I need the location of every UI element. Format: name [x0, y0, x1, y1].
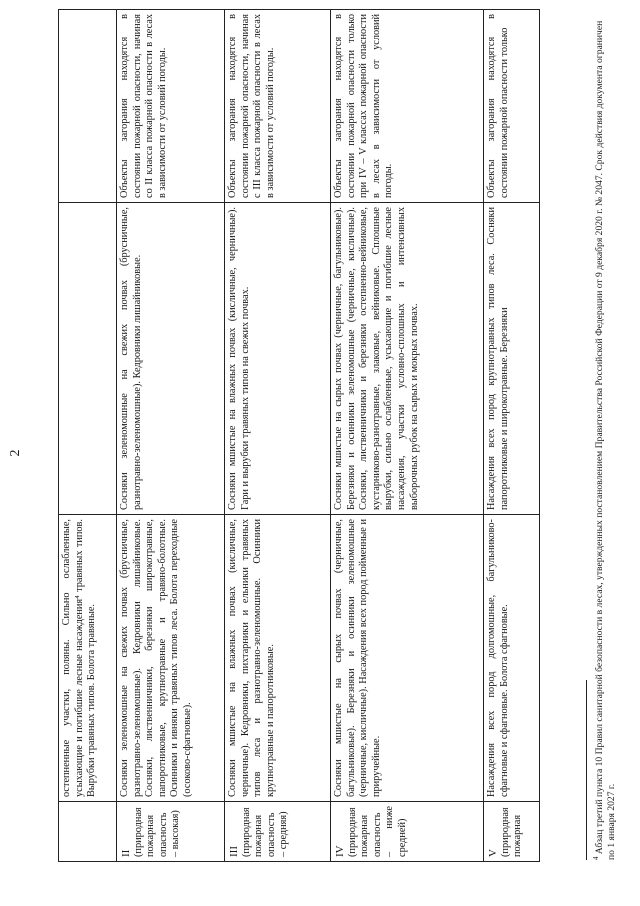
fire-danger-table	[58, 9, 540, 862]
class-cell: V (природная пожарная	[484, 802, 540, 862]
table-row	[484, 10, 540, 862]
condition-cell: Объекты загорания находятся в состоянии пожарной опасности только при IV – V классах пожарной опасности в лесах в зависимости от условий погоды.	[331, 10, 484, 203]
class-cell: II (природная пожарная опасность – высокая)	[117, 802, 225, 862]
footnote-text: Абзац третий пункта 10 Правил санитарной безопасности в лесах, утвержденных постановлением Правительства Российской Федерации от 9 декабря 2020 г. № 2047. Срок действия документа ограничен по 1 января 2027 г.	[594, 20, 618, 860]
forest-types-cell: Сосняки мшистые на сырых почвах (черничные, багульниковые). Березняки и осинники зеленомошные (черничные, кисличные). Насаждения всех пород пойменные и приручейные.	[331, 515, 484, 802]
forest-types-cell-2	[59, 203, 117, 515]
table-row	[59, 10, 117, 862]
footnote-rule	[586, 680, 587, 860]
footnote-mark: 4	[592, 856, 600, 860]
class-cell: III (природная пожарная опасность – средняя)	[225, 802, 331, 862]
class-cell	[59, 802, 117, 862]
forest-types-cell-2: Сосняки мшистые на влажных почвах (кисличные, черничные). Гари и вырубки травяных типов на свежих почвах.	[225, 203, 331, 515]
table-row	[225, 10, 331, 862]
condition-cell: Объекты загорания находятся в состоянии пожарной опасности только	[484, 10, 540, 203]
forest-types-cell-2: Сосняки мшистые на сырых почвах (черничные, багульниковые). Березняки и осинники зеленомошные (черничные, кисличные). Сосняки, лиственничники и березняки остепненно-вейниковые, кустарниково-разнотравные, злаковые, вейниковые. Сплошные вырубки, сильно ослабленные, усыхающие и погибшие лесные насаждения, участки условно-сплошных и интенсивных выборочных рубок на сырых и мокрых почвах.	[331, 203, 484, 515]
condition-cell: Объекты загорания находятся в состоянии пожарной опасности, начиная с III класса пожарной опасности в лесах в зависимости от условий погоды.	[225, 10, 331, 203]
forest-types-cell: Сосняки мшистые на влажных почвах (кисличные, черничные). Кедровники, пихтарники и ельники травяных типов леса и разнотравно-зеленомошные. Осинники крупнотравные и папоротниковые.	[225, 515, 331, 802]
forest-types-cell: Сосняки зеленомошные на свежих почвах (брусничные, разнотравно-зеленомошные). Кедровники лишайниковые. Сосняки, лиственничники, березняки широкотравные, папоротниковые, крупнотравные и травяно-болотные. Осинники и ивняки травяных типов леса. Болота переходные (осоково-сфагновые).	[117, 515, 225, 802]
forest-types-cell-2: Насаждения всех пород крупнотравных типов леса. Сосняки папоротниковые и широкотравные. Березняки	[484, 203, 540, 515]
forest-types-cell: Насаждения всех пород долгомошные, багульниково-сфагновые и сфагновые. Болота сфагновые.	[484, 515, 540, 802]
table-row	[331, 10, 484, 862]
forest-types-cell-2: Сосняки зеленомошные на свежих почвах (брусничные, разнотравно-зеленомошные). Кедровники лишайниковые.	[117, 203, 225, 515]
page-number: 2	[8, 449, 23, 457]
condition-cell: Объекты загорания находятся в состоянии пожарной опасности, начиная со II класса пожарной опасности в лесах в зависимости от условий погоды.	[117, 10, 225, 203]
table-row	[117, 10, 225, 862]
forest-types-cell: остепненные участки, поляны. Сильно ослабленные, усыхающие и погибшие лесные насаждения⁴ травяных типов. Вырубки травяных типов. Болота травяные.	[59, 515, 117, 802]
class-cell: IV (природная пожарная опасность – ниже средней)	[331, 802, 484, 862]
condition-cell	[59, 10, 117, 203]
footnote	[590, 10, 618, 860]
